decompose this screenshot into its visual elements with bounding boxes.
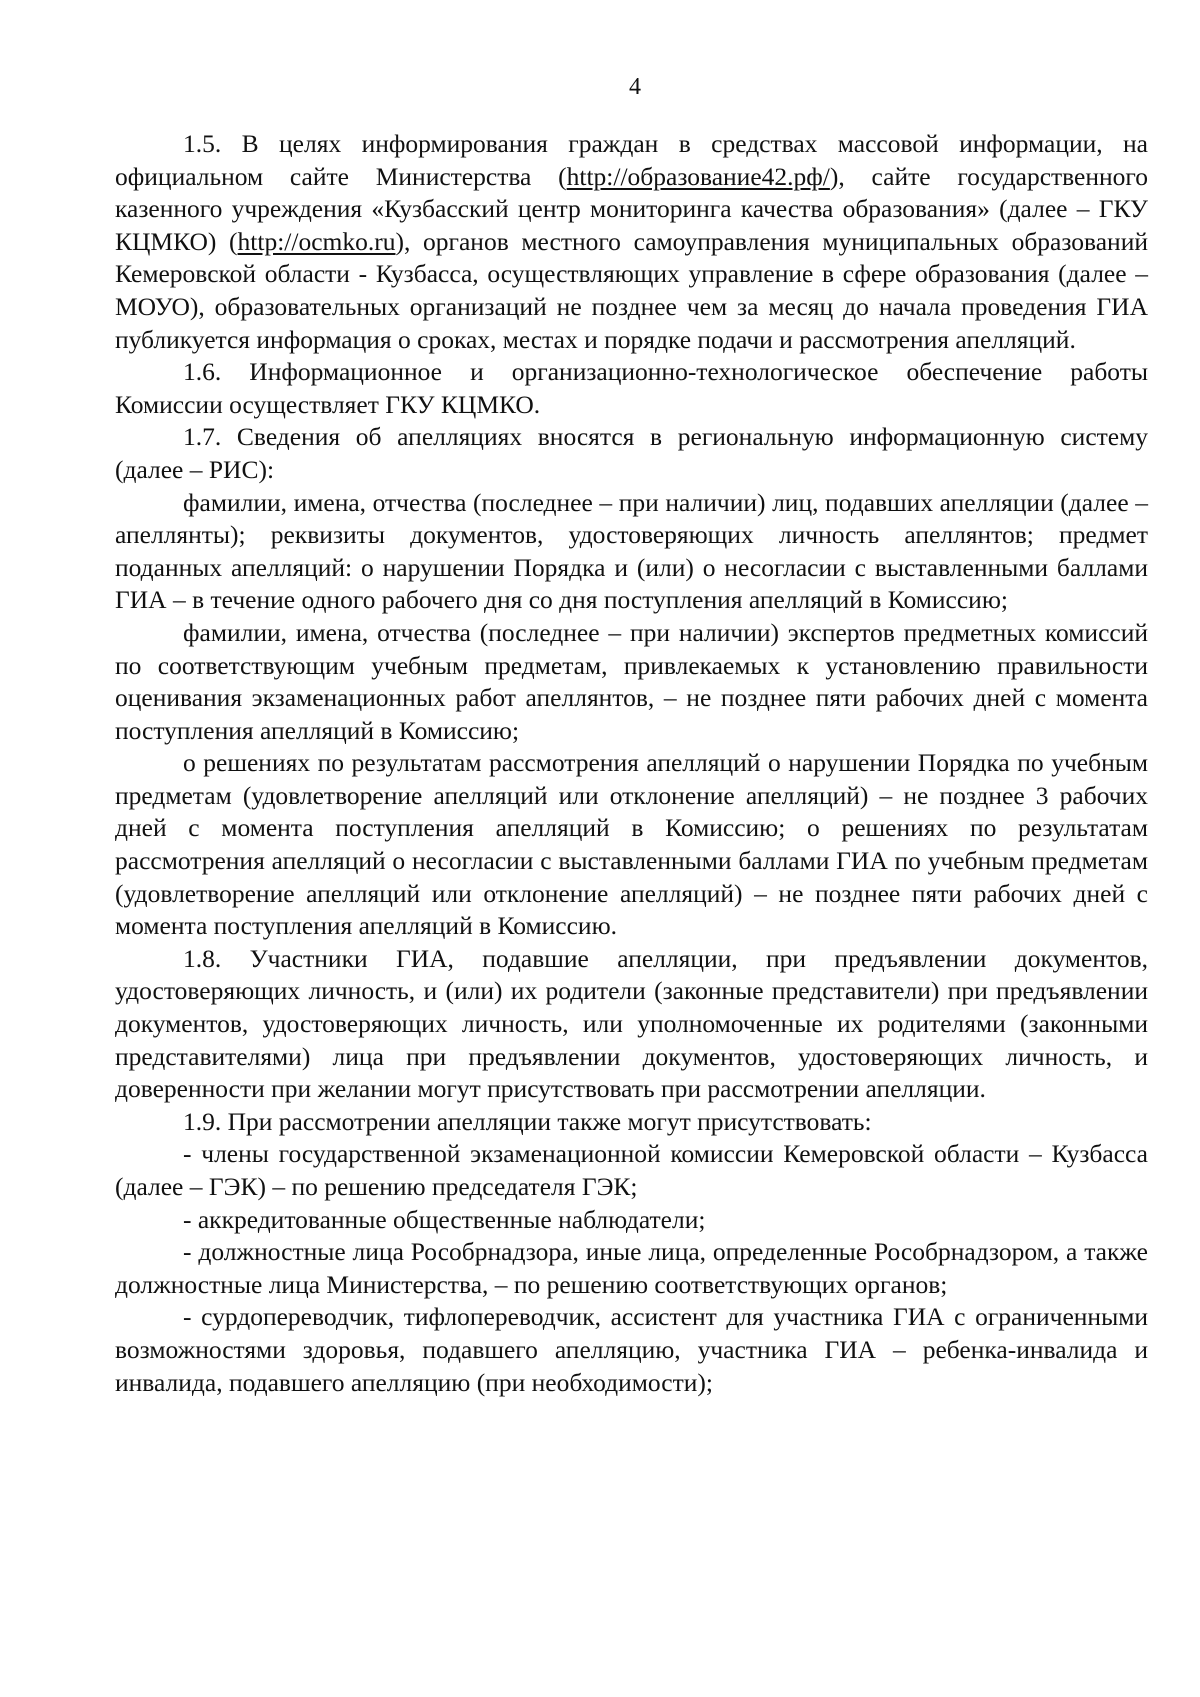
paragraph-1-9-item-1: - члены государственной экзаменационной комиссии Кемеровской области – Кузбасса (далее – ГЭК) – по решению председателя ГЭК; <box>115 1139 1148 1201</box>
document-body <box>115 128 1148 1399</box>
paragraph-1-7: 1.7. Сведения об апелляциях вносятся в региональную информационную систему (далее – РИС): <box>115 422 1148 484</box>
paragraph-1-7-item-3: о решениях по результатам рассмотрения апелляций о нарушении Порядка по учебным предметам (удовлетворение апелляций или отклонение апелляций) – не позднее 3 рабочих дней с момента поступления апелляций в Комиссию; о решениях по результатам рассмотрения апелляций о несогласии с выставленными баллами ГИА по учебным предметам (удовлетворение апелляций или отклонение апелляций) – не позднее пяти рабочих дней с момента поступления апелляций в Комиссию. <box>115 748 1148 941</box>
paragraph-1-7-item-1: фамилии, имена, отчества (последнее – при наличии) лиц, подавших апелляции (далее – апеллянты); реквизиты документов, удостоверяющих личность апеллянтов; предмет поданных апелляций: о нарушении Порядка и (или) о несогласии с выставленными баллами ГИА – в течение одного рабочего дня со дня поступления апелляций в Комиссию; <box>115 487 1148 615</box>
paragraph-1-9: 1.9. При рассмотрении апелляции также могут присутствовать: <box>183 1106 872 1136</box>
paragraph-1-9-item-3: - должностные лица Рособрнадзора, иные лица, определенные Рособрнадзором, а также должностные лица Министерства, – по решению соответствующих органов; <box>115 1237 1148 1299</box>
paragraph-1-5-text-a: 1.5. В целях информирования граждан в средствах массовой информации, на официальном сайте Министерства ( <box>115 129 1148 191</box>
paragraph-1-5-text-b: ), сайте государственного казенного учреждения «Кузбасский центр мониторинга качества образования» (далее – ГКУ КЦМКО) ( <box>115 161 1148 256</box>
paragraph-1-9-item-4: - сурдопереводчик, тифлопереводчик, ассистент для участника ГИА с ограниченными возможностями здоровья, подавшего апелляцию, участника ГИА – ребенка-инвалида и инвалида, подавшего апелляцию (при необходимости); <box>115 1302 1148 1397</box>
ministry-site-link[interactable]: http://образование42.рф/ <box>566 161 830 191</box>
paragraph-1-6: 1.6. Информационное и организационно-технологическое обеспечение работы Комиссии осуществляет ГКУ КЦМКО. <box>115 357 1148 419</box>
page-number: 4 <box>629 74 641 100</box>
ocmko-site-link[interactable]: http://ocmko.ru <box>237 226 396 256</box>
paragraph-1-7-item-2: фамилии, имена, отчества (последнее – при наличии) экспертов предметных комиссий по соответствующим учебным предметам, привлекаемых к установлению правильности оценивания экзаменационных работ апеллянтов, – не позднее пяти рабочих дней с момента поступления апелляций в Комиссию; <box>115 617 1148 745</box>
paragraph-1-8: 1.8. Участники ГИА, подавшие апелляции, при предъявлении документов, удостоверяющих личность, и (или) их родители (законные представители) при предъявлении документов, удостоверяющих личность, или уполномоченные их родителями (законными представителями) лица при предъявлении документов, удостоверяющих личность, и доверенности при желании могут присутствовать при рассмотрении апелляции. <box>115 943 1148 1104</box>
paragraph-1-9-item-2: - аккредитованные общественные наблюдатели; <box>183 1204 706 1234</box>
paragraph-1-5 <box>115 128 1148 356</box>
paragraph-1-5-text-c: ), органов местного самоуправления муниципальных образований Кемеровской области - Кузбасса, осуществляющих управление в сфере образования (далее – МОУО), образовательных организаций не позднее чем за месяц до начала проведения ГИА публикуется информация о сроках, местах и порядке подачи и рассмотрения апелляций. <box>115 226 1148 354</box>
